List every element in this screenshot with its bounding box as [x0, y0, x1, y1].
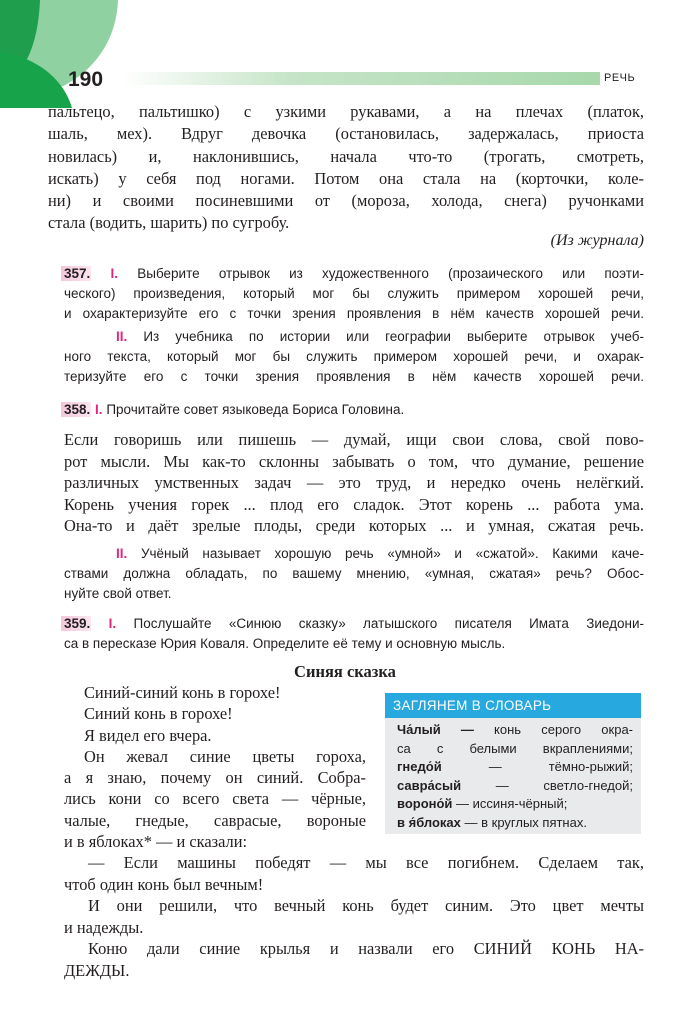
- story-line: Синий-синий конь в горохе!: [84, 683, 281, 702]
- header-bar: [122, 72, 600, 85]
- exercise-line: II. Учёный называет хорошую речь «умной» и «сжатой». Какими каче-: [116, 546, 644, 561]
- exercise-line: 358. I. Прочитайте совет языковеда Бориса Головина.: [64, 400, 644, 420]
- golovin-quote: [64, 429, 644, 537]
- exercise-357-part1: [64, 264, 644, 324]
- exercise-line: нуйте свой ответ.: [64, 586, 172, 601]
- dictionary-header: ЗАГЛЯНЕМ В СЛОВАРЬ: [385, 693, 641, 718]
- story-line: Коню дали синие крылья и назвали его СИНИЙ КОНЬ НА-: [88, 939, 644, 958]
- exercise-number: 359.: [61, 616, 91, 631]
- story-line: и надежды.: [64, 917, 144, 937]
- quote-line: различных умственных задач — это труд, и нередко очень нелёгкий.: [64, 473, 644, 492]
- corner-decoration: [0, 0, 140, 110]
- intro-source: (Из журнала): [550, 232, 644, 249]
- story-line: ДЕЖДЫ.: [64, 960, 130, 980]
- story-line: — Если машины победят — мы все погибнем. Сделаем так,: [88, 853, 644, 872]
- exercise-line: II. Из учебника по истории или географии выберите отрывок учеб-: [116, 329, 644, 344]
- dictionary-entry: вороно́й — иссиня-чёрный;: [397, 796, 568, 811]
- exercise-358-part1: [64, 400, 644, 420]
- page-number: 190: [68, 68, 104, 91]
- story-line: чтоб один конь был вечным!: [64, 874, 264, 894]
- intro-text: [48, 101, 644, 235]
- story-line: чалые, гнедые, саврасые, вороные: [64, 810, 366, 830]
- story-line: лись кони со всего света — чёрные,: [64, 789, 366, 809]
- intro-line: новилась) и, наклонившись, начала что-то (трогать, смотреть,: [48, 146, 644, 166]
- exercise-number: 357.: [61, 266, 91, 281]
- quote-line: рот мысли. Мы как-то склонны забывать о том, что думание, решение: [64, 451, 644, 471]
- dictionary-entry: в я́блоках — в круглых пятнах.: [397, 814, 587, 830]
- dictionary-body: [385, 718, 641, 832]
- part-label: I.: [110, 266, 119, 281]
- exercise-line: 357. I. Выберите отрывок из художественного (прозаического или поэти-: [64, 264, 644, 284]
- intro-line: шаль, мех). Вдруг девочка (остановилась, задержалась, приоста: [48, 124, 644, 144]
- exercise-359-part1: [64, 614, 644, 654]
- exercise-358-part2: [64, 544, 644, 604]
- intro-line: стала (водить, шарить) по сугробу.: [48, 213, 290, 233]
- part-label: I.: [108, 616, 117, 631]
- exercise-357-part2: [64, 327, 644, 387]
- story-line: и в яблоках* — и сказали:: [64, 832, 248, 852]
- story-line: Синий конь в горохе!: [84, 704, 233, 724]
- dictionary-entry: Ча́лый — конь серого окра-: [397, 722, 633, 737]
- intro-line: искать) у себя под ногами. Потом она стала на (корточки, коле-: [48, 168, 644, 188]
- story-left-column: [64, 682, 366, 852]
- dictionary-entry: са с белыми вкраплениями;: [397, 740, 633, 756]
- exercise-line: ного текста, который мог бы служить примером хорошей речи, и охарак-: [64, 349, 644, 364]
- exercise-line: и охарактеризуйте его с точки зрения проявления в нём качеств хорошей речи.: [64, 306, 644, 321]
- exercise-number: 358.: [61, 402, 91, 417]
- story-line: И они решили, что вечный конь будет синим. Это цвет мечты: [88, 896, 644, 915]
- part-label: II.: [116, 329, 128, 344]
- quote-line: Корень учения горек ... плод его сладок. Этот корень ... работа ума.: [64, 494, 644, 514]
- dictionary-entry: гнедо́й — тёмно-рыжий;: [397, 759, 633, 774]
- story-line: Я видел его вчера.: [84, 725, 212, 745]
- story-title: Синяя сказка: [294, 662, 396, 681]
- section-title: РЕЧЬ: [604, 72, 636, 84]
- quote-line: Если говоришь или пишешь — думай, ищи свои слова, свой пово-: [64, 430, 644, 449]
- dictionary-box: [385, 693, 641, 834]
- exercise-line: ствами должна обладать, по вашему мнению, «умная, сжатая» речь? Обос-: [64, 566, 644, 581]
- quote-line: Она-то и даёт зрелые плоды, среди которых ... и умная, сжатая речь.: [64, 516, 644, 535]
- story-line: а я знаю, почему он синий. Собра-: [64, 768, 366, 788]
- part-label: II.: [116, 546, 128, 561]
- exercise-line: ческого) произведения, который мог бы служить примером хорошей речи,: [64, 286, 644, 301]
- exercise-line: теризуйте его с точки зрения проявления в нём качеств хорошей речи.: [64, 369, 644, 384]
- story-full-width: [64, 852, 644, 981]
- part-label: I.: [95, 402, 103, 417]
- intro-line: ни) и своими посиневшими от (мороза, холода, снега) ручонками: [48, 191, 644, 211]
- exercise-line: 359. I. Послушайте «Синюю сказку» латышского писателя Имата Зиедони-: [64, 614, 644, 634]
- story-line: Он жевал синие цветы гороха,: [84, 746, 366, 766]
- intro-line: пальтецо, пальтишко) с узкими рукавами, а на плечах (платок,: [48, 102, 644, 121]
- dictionary-entry: савра́сый — светло-гнедой;: [397, 777, 633, 793]
- exercise-line: са в пересказе Юрия Коваля. Определите её тему и основную мысль.: [64, 636, 506, 651]
